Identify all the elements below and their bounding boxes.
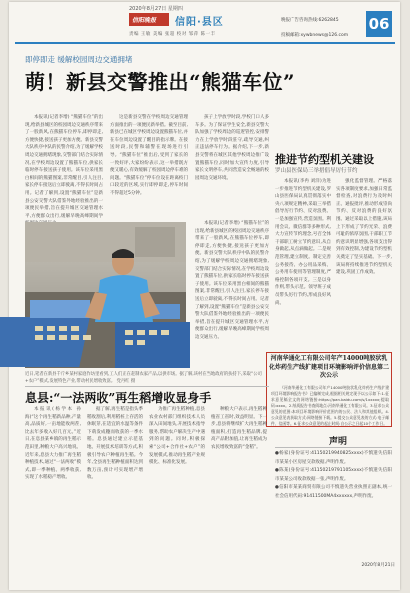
page-number: 06 (366, 11, 392, 37)
submission-email[interactable]: 投稿邮箱:xywbnews@126.com (281, 33, 349, 38)
notice-title: 河南华通化工有限公司年产14000吨胶状乳化炸药生产线扩建项目环境影响评价信息第二次公示 (269, 355, 390, 379)
article1-column-1: 本报讯(记者李增) “熊猫车位”的出现,给新县城区的校园周边交通秩序带来了一股新风,在熊猫车位停车,即停即走,方便快捷,接送孩子更加方便。新县交警大队秩序中队的民警介绍,为了缓解学校周边交通拥堵现象,交警部门结合实际情况,在学校周边设置了熊猫车位,供家长临时停车接送孩子使用。该车位采用黑白相间的熊猫图案,非常醒目,引人注目,家长停车接送后立即驶离,不得长时间占用。记者了解到,设置“熊猫车位”是新县公安交警大队借鉴外地经验推出的一项便民举措,旨在提升城区交通管理水平,方便群众出行,缓解早晚高峰期间学 (25, 115, 103, 219)
photo-caption: 近日,笔者在新县千斤乡某村家庭作坊里看到,工人们正在赶制农家产品,以供市场。据了解,该村在当地政府的扶持下,采取“公司+农户”模式,发展特色产业,带动村民增收致富。 党丹红 摄 (25, 372, 262, 384)
notice-box (266, 352, 392, 427)
traffic-photo-icon (25, 222, 186, 368)
article2-column-1: 本报讯(李冉 刘洋)为进一步推进节约型机关建设,罗山县医保局认真贯彻落实中央八项规定精神,采取三举措倡导厉行节约、反对浪费。一是加强宣传,营造氛围。利用会议、微信群等多种形式,大力宣传节约理念,号召全体干部职工树立节约意识,从自身做起,从点滴做起。二是规范管理,建立制度。制定完善公务接待、办公用品采购、公务用车使用等管理制度,严格控制各项开支。三是以身作则,带头示范。领导班子成员带头厉行节约,形成良好风尚。 (275, 179, 331, 306)
section-title: 信阳·县区 (175, 17, 224, 28)
statement-item: ●陈某(身份证号:41150219791105xxxx)不慎遗失信阳市某某公司收款收据一张,声明作废。 (275, 468, 392, 482)
notice-body: 《河南华通化工有限公司年产14000吨胶状乳化炸药生产线扩建项目环境影响报告书》已编制完成,根据相关规定现予以公示如下:1.征求意见稿全文的网络链接:https://pan.baidu.com/s/1xxxxx;提取码:xxxx。2.纸质报告书查阅地点:河南华通化工有限公司。3.征求公众意见的范围:本项目环境影响评价范围内的公民、法人和其他组织。4.公众意见表获取方式:网络链接下载。5.提交公众意见表的方式:电子邮件、信函等。6.征求公众意见的起止时间:自公示之日起10个工作日。 (271, 385, 389, 426)
article2-headline[interactable]: 推进节约型机关建设 (275, 153, 374, 166)
article1-subhead: 即停即走 缓解校园周边交通拥堵 (25, 55, 133, 64)
article3-column-4: 种粮大户表示,再生稻种植省工省时,效益明显。下一步,息县将继续扩大再生稻种植面积,打造再生稻品牌,提高产品附加值,让再生稻成为农民增收致富的“金稻”。 (211, 407, 267, 450)
issue-date: 2020年8月27日 星期四 (129, 6, 183, 12)
article2-column-2: 强化监督管理。严格落实各项制度要求,加强日常监督检查,对浪费行为及时纠正、通报批评,推动形成崇尚节约、反对浪费的良好氛围。通过采取以上措施,该局上下形成了节约光荣、浪费可耻的浓厚氛围,干部职工节约意识明显增强,各项支出得到有效控制,为建设节约型机关奠定了坚实基础。下一步,该局将持续推进节约型机关建设,巩固工作成效。 (336, 179, 392, 276)
article1-headline[interactable]: 萌！新县交警推出“熊猫车位” (25, 70, 296, 94)
newspaper-page (9, 2, 400, 590)
masthead-rule (15, 42, 395, 44)
statement-item: ●信阳市某某商贸有限公司不慎遗失营业执照正副本,统一社会信用代码:91411500MA4xxxxxx,声明作废。 (275, 485, 392, 499)
statement-item: ●杨家(身份证号:41150219940825xxxx)不慎遗失信阳市某某小区房屋交款收据,声明作废。 (275, 451, 392, 465)
article3-column-2: 据了解,再生稻是指头季稻收割后,利用稻桩上存活的休眠芽,在适宜的水温等条件下萌发成穗而收获的一季水稻。息县通过建立示范基地、开展技术培训等方式,积极引导农户种植再生稻。今年,全县再生稻种植面积达到数万亩,预计可实现增产增收。 (87, 407, 143, 481)
statement-date: 2020年8月21日 (361, 563, 395, 568)
statement-title: 声明 (329, 437, 348, 447)
article1-column-3: 孩子上学放学时段,学校门口人多车多。为了保证学生安全,新县交警大队加强了学校周边的巡逻管控,安排警力在上学放学时段驻守,疏导交通,纠正违法停车行为。据介绍,下一步,新县交警将在城区其他学校周边推广设置熊猫车位,同时加大宣传力度,引导家长文明停车,共同营造安全畅通的校园周边交通环境。 (195, 115, 269, 181)
article2-subhead: 罗山县医保局三举措倡导厉行节约 (275, 168, 358, 174)
masthead (9, 2, 400, 47)
article3-column-1: 本报讯(杨学本 孙海)“这个再生稻新品种,产量高,品质好,一亩地能收两茬,比去年多收入好几百元。”近日,在息县某乡镇的再生稻示范田里,种粮大户高兴地说。近年来,息县大力推广再生稻种植技术,通过“一法两收”模式,即一季种植、两季收获,实现了水稻稳产增收。 (25, 407, 81, 481)
editor-credits: 责编 王敏 美编 张超 校对 邹萍 陈一丰 (129, 32, 216, 37)
article3-headline[interactable]: 息县:“一法两收”再生稻增收显身手 (25, 391, 212, 405)
statement-rule (275, 447, 392, 448)
ad-hotline: 晚报广告咨询热线:6262845 (281, 18, 339, 23)
paper-logo: 信阳晚报 (129, 13, 169, 26)
article1-column-2: 这是新县交警在学校周边交通管理方面推出的一项便民新举措。截至目前,新县已在城区学校周边设置熊猫车位,并在车位周边设置了醒目的指示牌。在接送时段,民警和辅警在现场进行引导。“熊猫车位”推出后,受到了家长的一致好评,大家纷纷表示,这一举措既方便又暖心,有效缓解了校园周边停车难的问题。“熊猫车位”停车位设在距离校门口较近的区域,实行即停即走,停车时间不得超过5分钟。 (110, 115, 188, 196)
traffic-photo[interactable] (25, 222, 186, 368)
article1-column-4: 本报讯(记者李增) “熊猫车位”的出现,给新县城区的校园周边交通秩序带来了一股新风,在熊猫车位停车,即停即走,方便快捷,接送孩子更加方便。新县交警大队秩序中队的民警介绍,为了缓解学校周边交通拥堵现象,交警部门结合实际情况,在学校周边设置了熊猫车位,供家长临时停车接送孩子使用。该车位采用黑白相间的熊猫图案,非常醒目,引人注目,家长停车接送后立即驶离,不得长时间占用。记者了解到,设置“熊猫车位”是新县公安交警大队借鉴外地经验推出的一项便民举措,旨在提升城区交通管理水平,方便群众出行,缓解早晚高峰期间学校周边交通压力。 (195, 221, 269, 340)
article3-column-3: 为推广再生稻种植,息县农业农村部门组织技术人员深入田间地头,开展技术指导服务,帮助农户解决生产中遇到的问题。同时,积极探索“公司+合作社+农户”的发展模式,推动再生稻产业规模化、标准化发展。 (149, 407, 205, 466)
statement-list (275, 450, 392, 560)
article3-rule (25, 386, 269, 387)
